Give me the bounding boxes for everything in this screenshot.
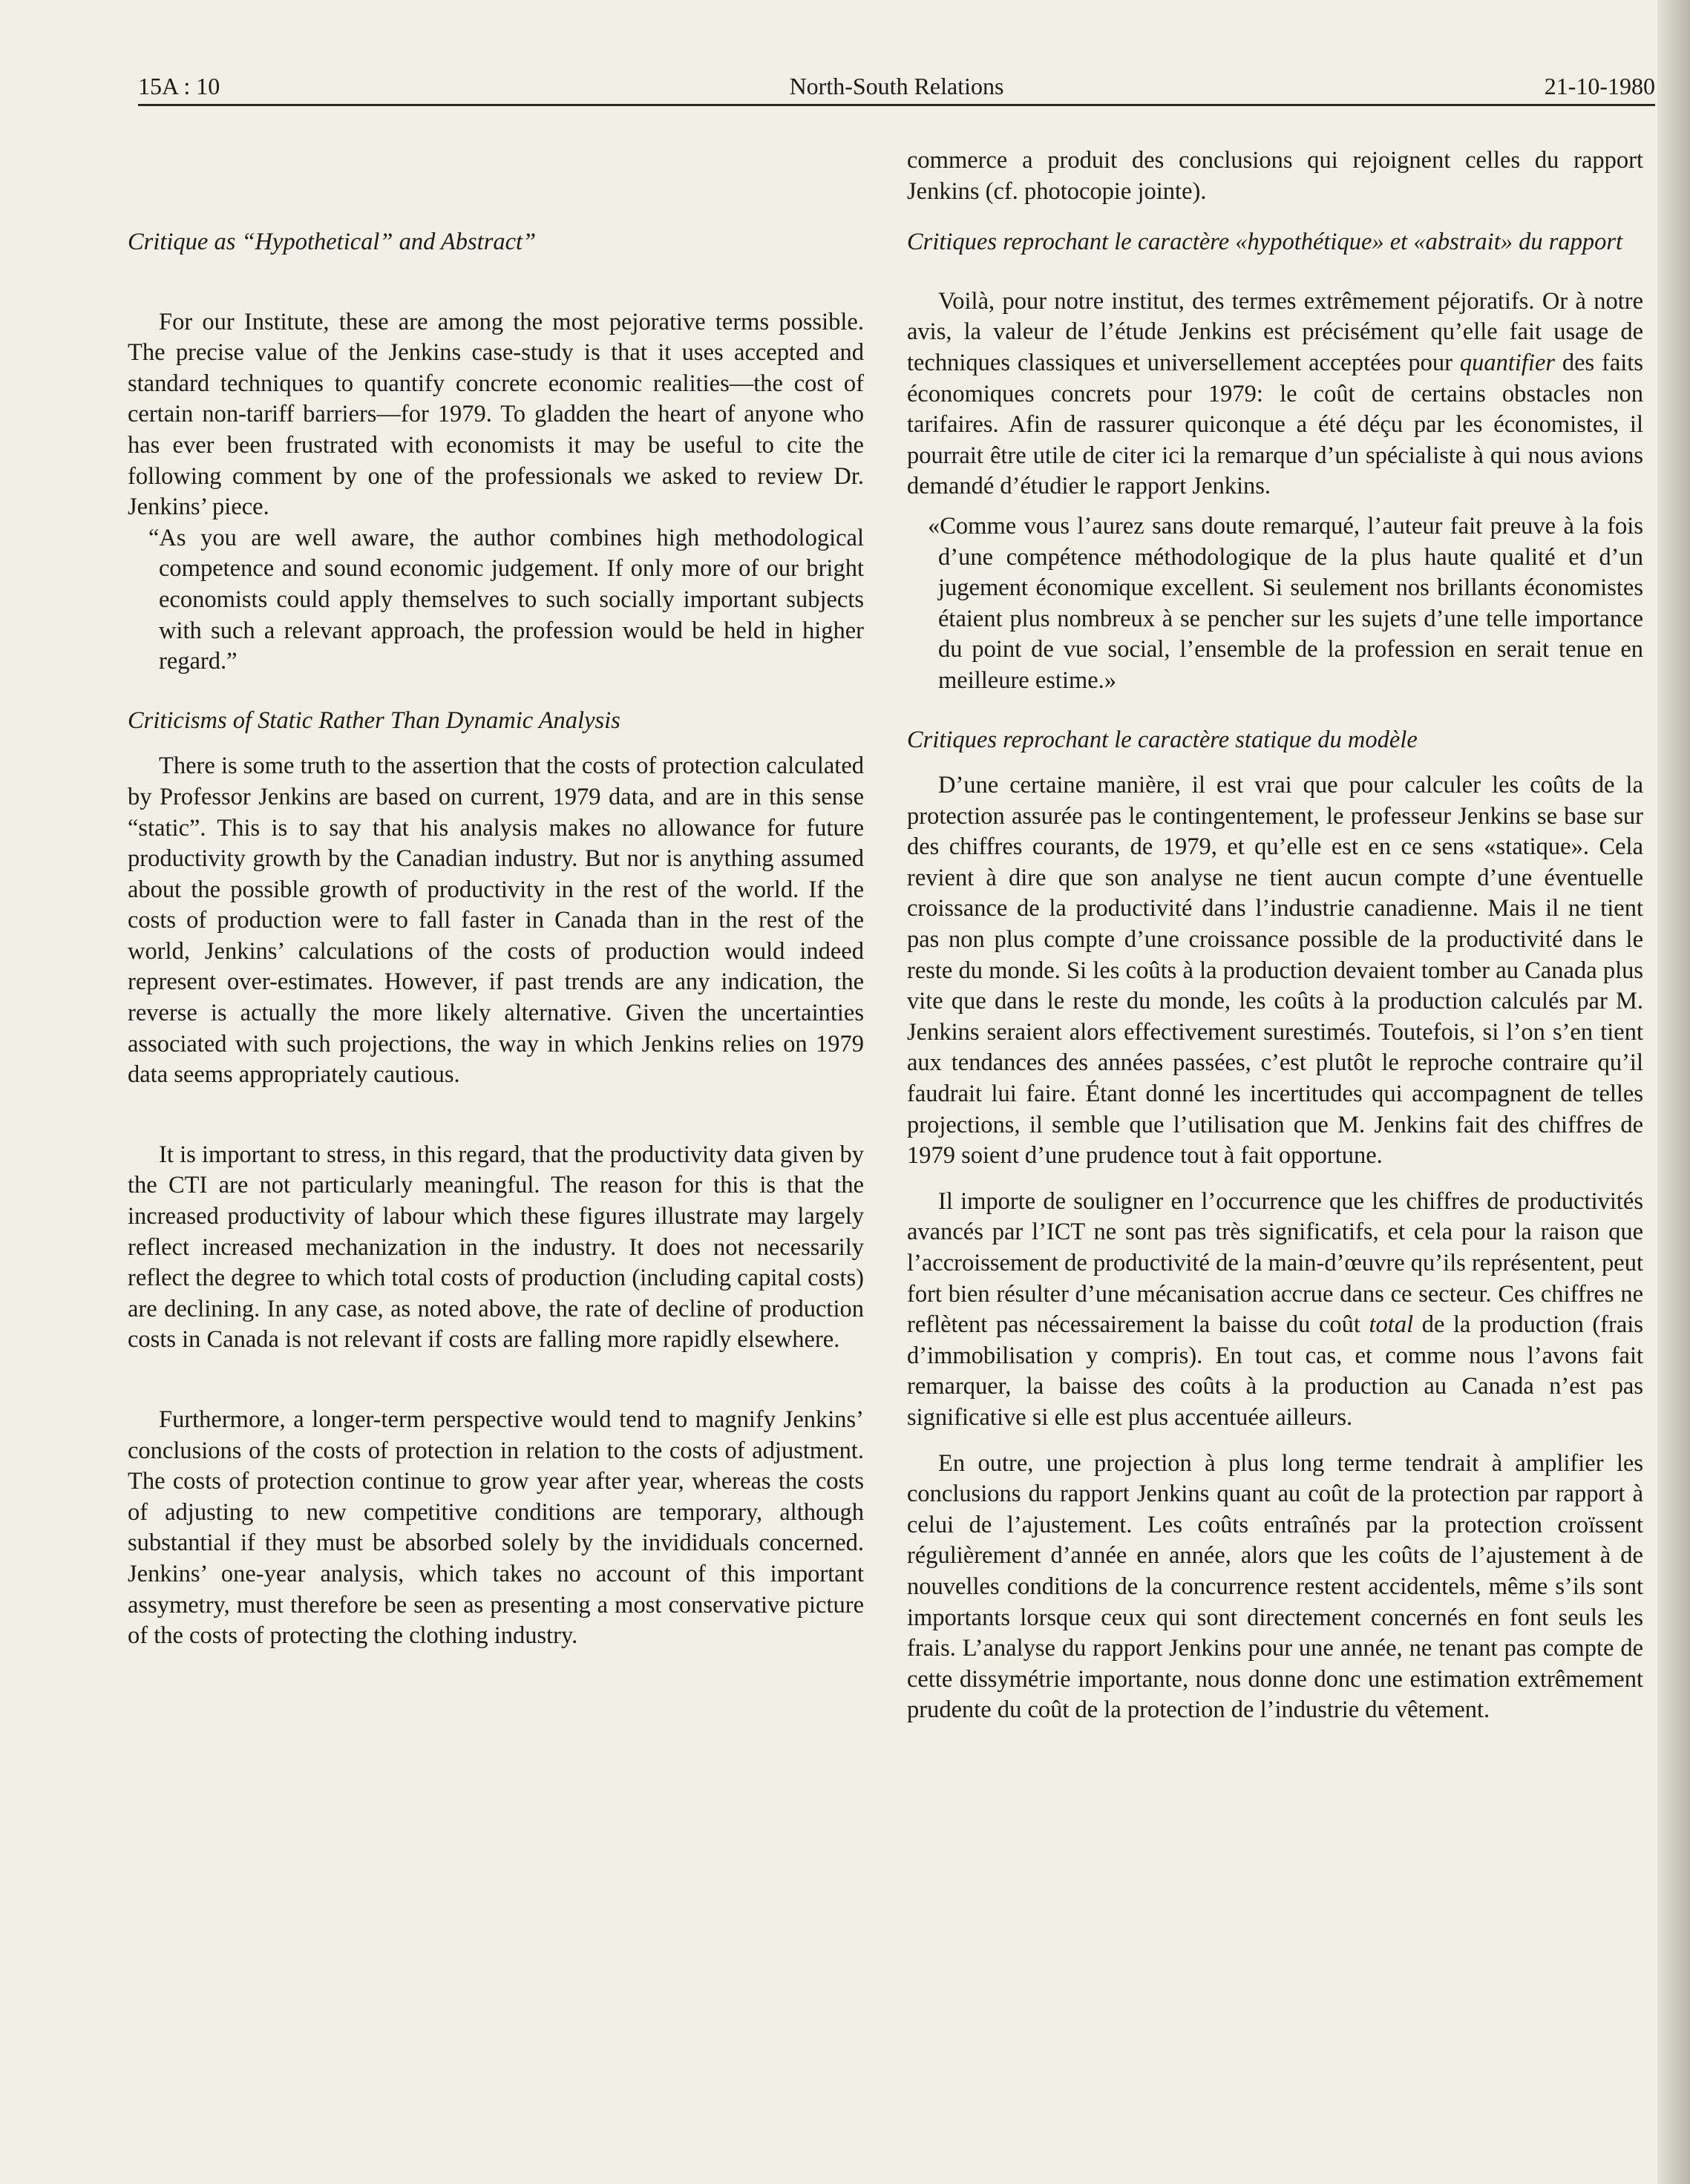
spacer — [907, 1434, 1643, 1449]
text-run: de la production (frais d’immobilisation y compris). En tout cas, et comme nous l’avons fait remarquer, la baisse des coûts à la production au Canada n’est pas significative si elle est plus accentuée ailleurs. — [907, 1311, 1643, 1431]
section-heading-hypothetical: Critique as “Hypothetical” and Abstract” — [128, 229, 537, 255]
english-column — [128, 145, 864, 1652]
reviewer-quote: “As you are well aware, the author combines high methodological competence and sound economic judgement. If only more of our bright economists could apply themselves to such socially important subjects with such a relevant approach, the profession would be held in higher regard.” — [148, 524, 864, 675]
header-rule — [138, 104, 1655, 106]
paragraph-institute-terms: For our Institute, these are among the most pejorative terms possible. The precise value of the Jenkins case-study is that it uses accepted and standard techniques to quantify concrete economic realities—the cost of certain non-tariff barriers—for 1979. To gladden the heart of anyone who has ever been frustrated with economists it may be useful to cite the following comment by one of the professionals we asked to review Dr. Jenkins’ piece. — [128, 308, 864, 521]
running-title: North-South Relations — [789, 73, 1004, 99]
text-run: Il importe de souligner en l’occurrence que les chiffres de productivités avancés par l’ICT ne sont pas très significatifs, et cela pour la raison que l’accroissement de productivité de la main-d’œuvre qu’ils représentent, peut fort bien résulter d’une mécanisation accrue dans ce secteur. Ces chiffres ne reflètent pas nécessairement la baisse du coût — [907, 1187, 1643, 1339]
spacer — [128, 736, 864, 751]
spacer — [907, 755, 1643, 770]
section-heading-static: Criticisms of Static Rather Than Dynamic Analysis — [128, 706, 620, 734]
spacer — [907, 697, 1643, 725]
spacer — [128, 258, 864, 307]
text-run: des faits économiques concrets pour 1979: le coût de certains obstacles non tarifaires. Afin de rassurer quiconque a été déçu par les économistes, il pourrait être utile de citer ici la remarque d’un spécialiste à qui nous avions demandé d’étudier le rapport Jenkins. — [907, 349, 1643, 500]
header-date: 21-10-1980 — [1544, 73, 1655, 99]
citation-specialiste: «Comme vous l’aurez sans doute remarqué, l’auteur fait preuve à la fois d’une compétence méthodologique de la plus haute qualité et d’un jugement économique excellent. Si seulement nos brillants économistes étaient plus nombreux à se pencher sur les sujets d’une telle importance du point de vue social, l’ensemble de la profession en serait tenue en meilleure estime.» — [928, 512, 1643, 694]
spacer — [128, 145, 864, 227]
running-header — [138, 68, 1655, 104]
page-number: 15A : 10 — [138, 73, 220, 99]
section-heading-statique: Critiques reprochant le caractère statique du modèle — [907, 726, 1418, 753]
spacer — [907, 258, 1643, 286]
paragraph-chiffres-productivite — [907, 1187, 1643, 1434]
emphasis-quantifier: quantifier — [1459, 349, 1556, 376]
text-run: Voilà, pour notre institut, des termes extrêmement péjoratifs. Or à notre avis, la valeur de l’étude Jenkins est précisément qu’elle fait usage de techniques classiques et universellement acceptées pour — [907, 287, 1643, 376]
emphasis-total: total — [1369, 1311, 1414, 1339]
paragraph-termes-pejoratifs — [907, 286, 1643, 502]
paragraph-projection-long-terme: En outre, une projection à plus long terme tendrait à amplifier les conclusions du rapport Jenkins quant au coût de la protection par rapport à celui de l’ajustement. Les coûts entraînés par la protection croïssent régulièrement d’année en année, alors que les coûts de l’ajustement à de nouvelles conditions de la concurrence restent accidentels, même s’ils sont importants lorsque ceux qui sont directement concernés en font seuls les frais. L’analyse du rapport Jenkins pour une année, ne tenant pas compte de cette dissymétrie importante, nous donne donc une estimation extrêmement prudente du coût de la protection de l’industrie du vêtement. — [907, 1449, 1643, 1724]
french-column — [907, 145, 1643, 1726]
section-heading-hypothetique: Critiques reprochant le caractère «hypothétique» et «abstrait» du rapport — [907, 229, 1623, 256]
spacer — [907, 1172, 1643, 1187]
spacer — [907, 207, 1643, 227]
paragraph-productivity-data: It is important to stress, in this regard, that the productivity data given by the CTI are not particularly meaningful. The reason for this is that the increased productivity of labour which these figures illustrate may largely reflect increased mechanization in the industry. It does not necessarily reflect the degree to which total costs of production (including capital costs) are declining. In any case, as noted above, the rate of decline of production costs in Canada is not relevant if costs are falling more rapidly elsewhere. — [128, 1141, 864, 1354]
spacer — [128, 678, 864, 706]
paragraph-longer-term: Furthermore, a longer-term perspective would tend to magnify Jenkins’ conclusions of the costs of protection in relation to the costs of adjustment. The costs of protection continue to grow year after year, whereas the costs of adjusting to new competitive conditions are temporary, although substantial if they must be absorbed solely by the invididuals concerned. Jenkins’ one-year analysis, which takes no account of this important assymetry, must therefore be seen as presenting a most conservative picture of the costs of protecting the clothing industry. — [128, 1406, 864, 1650]
paragraph-static-analysis: There is some truth to the assertion that the costs of protection calculated by Professor Jenkins are based on current, 1979 data, and are in this sense “static”. This is to say that his analysis makes no allowance for future productivity growth by the Canadian industry. But nor is anything assumed about the possible growth of productivity in the rest of the world. If the costs of production were to fall faster in Canada than in the rest of the world, Jenkins’ calculations of the costs of production would indeed represent over-estimates. However, if past trends are any indication, the reverse is actually the more likely alternative. Given the uncertainties associated with such projections, the way in which Jenkins relies on 1979 data seems appropriately cautious. — [128, 752, 864, 1089]
spacer — [128, 1356, 864, 1405]
page-edge-shadow — [1657, 0, 1690, 2184]
spacer — [128, 1091, 864, 1140]
spacer — [907, 502, 1643, 511]
paragraph-analyse-statique: D’une certaine manière, il est vrai que pour calculer les coûts de la protection assurée pas le contingentement, le professeur Jenkins se base sur des chiffres courants, de 1979, et qu’elle est en ce sens «statique». Cela revient à dire que son analyse ne tient aucun compte d’une éventuelle croissance de la productivité dans l’industrie canadienne. Mais il ne tient pas non plus compte d’une croissance possible de la productivité dans le reste du monde. Si les coûts à la production devaient tomber au Canada plus vite que dans le reste du monde, les coûts à la production calculés par M. Jenkins seraient alors effectivement surestimés. Toutefois, si l’on s’en tient aux tendances des années passées, c’est plutôt le reproche contraire qu’il faudrait lui faire. Étant donné les incertitudes qui accompagnent de telles projections, il semble que l’utilisation que M. Jenkins fait des chiffres de 1979 soient d’une prudence tout à fait opportune. — [907, 772, 1643, 1170]
paragraph-continuation: commerce a produit des conclusions qui rejoignent celles du rapport Jenkins (cf. photocopie jointe). — [907, 147, 1643, 205]
